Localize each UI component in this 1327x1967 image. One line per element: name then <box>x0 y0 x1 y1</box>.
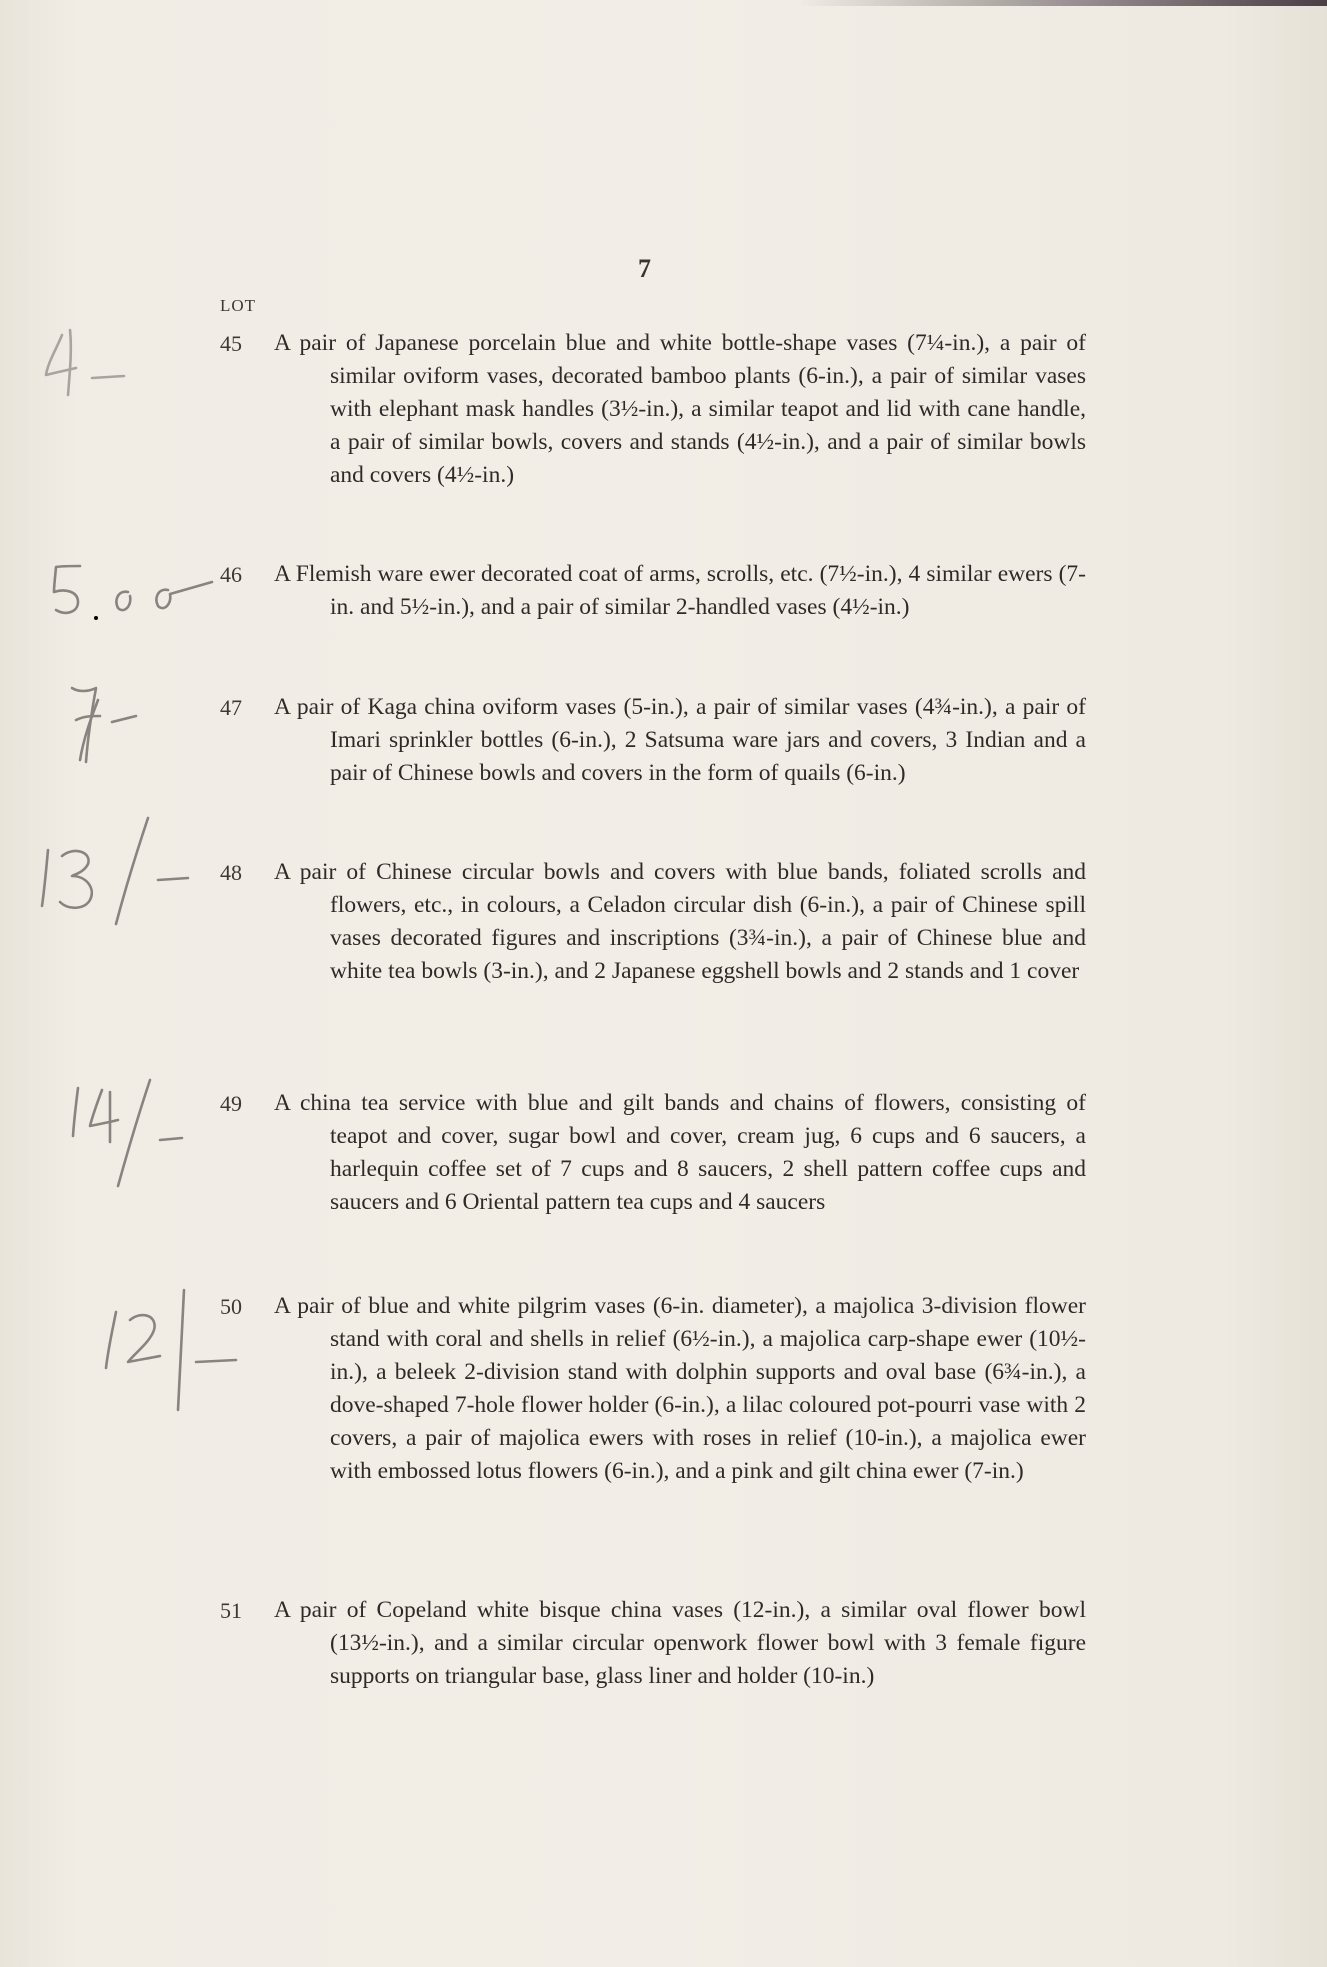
lot-description: A china tea service with blue and gilt bands and chains of flowers, consisting of teapot and cover, sugar bowl and cover, cream jug, 6 cups and 6 saucers, a harlequin coffee set of 7 cups and 8 saucers, 2 shell pattern coffee cups and saucers and 6 Oriental pattern tea cups and 4 saucers <box>274 1090 1086 1215</box>
lot-number: 47 <box>220 695 242 720</box>
lot-description: A pair of Kaga china oviform vases (5-in.), a pair of similar vases (4¾-in.), a pair of Imari sprinkler bottles (6-in.), 2 Satsuma ware jars and covers, 3 Indian and a pair of Chinese bowls and covers in the form of quails (6-in.) <box>274 694 1086 786</box>
lot-entry-49 <box>220 1087 1086 1219</box>
lot-number: 50 <box>220 1294 242 1319</box>
lot-entry-45 <box>220 327 1086 492</box>
page-number: 7 <box>638 254 651 283</box>
lot-description: A pair of Copeland white bisque china vases (12-in.), a similar oval flower bowl (13½-in.), and a similar circular openwork flower bowl with 3 female figure supports on triangular base, glass liner and holder (10-in.) <box>274 1597 1086 1689</box>
lot-description: A Flemish ware ewer decorated coat of arms, scrolls, etc. (7½-in.), 4 similar ewers (7-in. and 5½-in.), and a pair of similar 2-handled vases (4½-in.) <box>274 561 1086 620</box>
page-edge-shadow <box>0 0 1327 6</box>
handwritten-price-lot-49 <box>73 1080 182 1186</box>
lot-entry-47 <box>220 691 1086 790</box>
handwritten-price-lot-45 <box>46 330 124 395</box>
lot-column-heading: LOT <box>220 296 257 315</box>
lot-entry-46 <box>220 558 1086 624</box>
handwritten-price-lot-48 <box>42 818 188 924</box>
lot-number: 45 <box>220 331 242 356</box>
lot-description: A pair of blue and white pilgrim vases (6-in. diameter), a majolica 3-division flower stand with coral and shells in relief (6½-in.), a majolica carp-shape ewer (10½-in.), a beleek 2-division stand with dolphin supports and oval base (6¾-in.), a dove-shaped 7-hole flower holder (6-in.), a lilac coloured pot-pourri vase with 2 covers, a pair of majolica ewers with roses in relief (10-in.), a majolica ewer with embossed lotus flowers (6-in.), and a pink and gilt china ewer (7-in.) <box>274 1293 1086 1484</box>
lot-entry-51 <box>220 1594 1086 1693</box>
handwritten-price-lot-47 <box>72 688 136 762</box>
lot-number: 51 <box>220 1598 242 1623</box>
lot-description: A pair of Chinese circular bowls and covers with blue bands, foliated scrolls and flowers, etc., in colours, a Celadon circular dish (6-in.), a pair of Chinese spill vases decorated figures and inscriptions (3¾-in.), a pair of Chinese blue and white tea bowls (3-in.), and 2 Japanese eggshell bowls and 2 stands and 1 cover <box>274 859 1086 984</box>
lot-number: 49 <box>220 1091 242 1116</box>
lot-entry-50 <box>220 1290 1086 1488</box>
lot-description: A pair of Japanese porcelain blue and white bottle-shape vases (7¼-in.), a pair of similar oviform vases, decorated bamboo plants (6-in.), a pair of similar vases with elephant mask handles (3½-in.), a similar teapot and lid with cane handle, a pair of similar bowls, covers and stands (4½-in.), and a pair of similar bowls and covers (4½-in.) <box>274 330 1086 488</box>
handwritten-price-lot-46 <box>54 566 212 620</box>
lot-entry-48 <box>220 856 1086 988</box>
lot-number: 48 <box>220 860 242 885</box>
handwritten-price-lot-50 <box>106 1290 236 1410</box>
lot-number: 46 <box>220 562 242 587</box>
